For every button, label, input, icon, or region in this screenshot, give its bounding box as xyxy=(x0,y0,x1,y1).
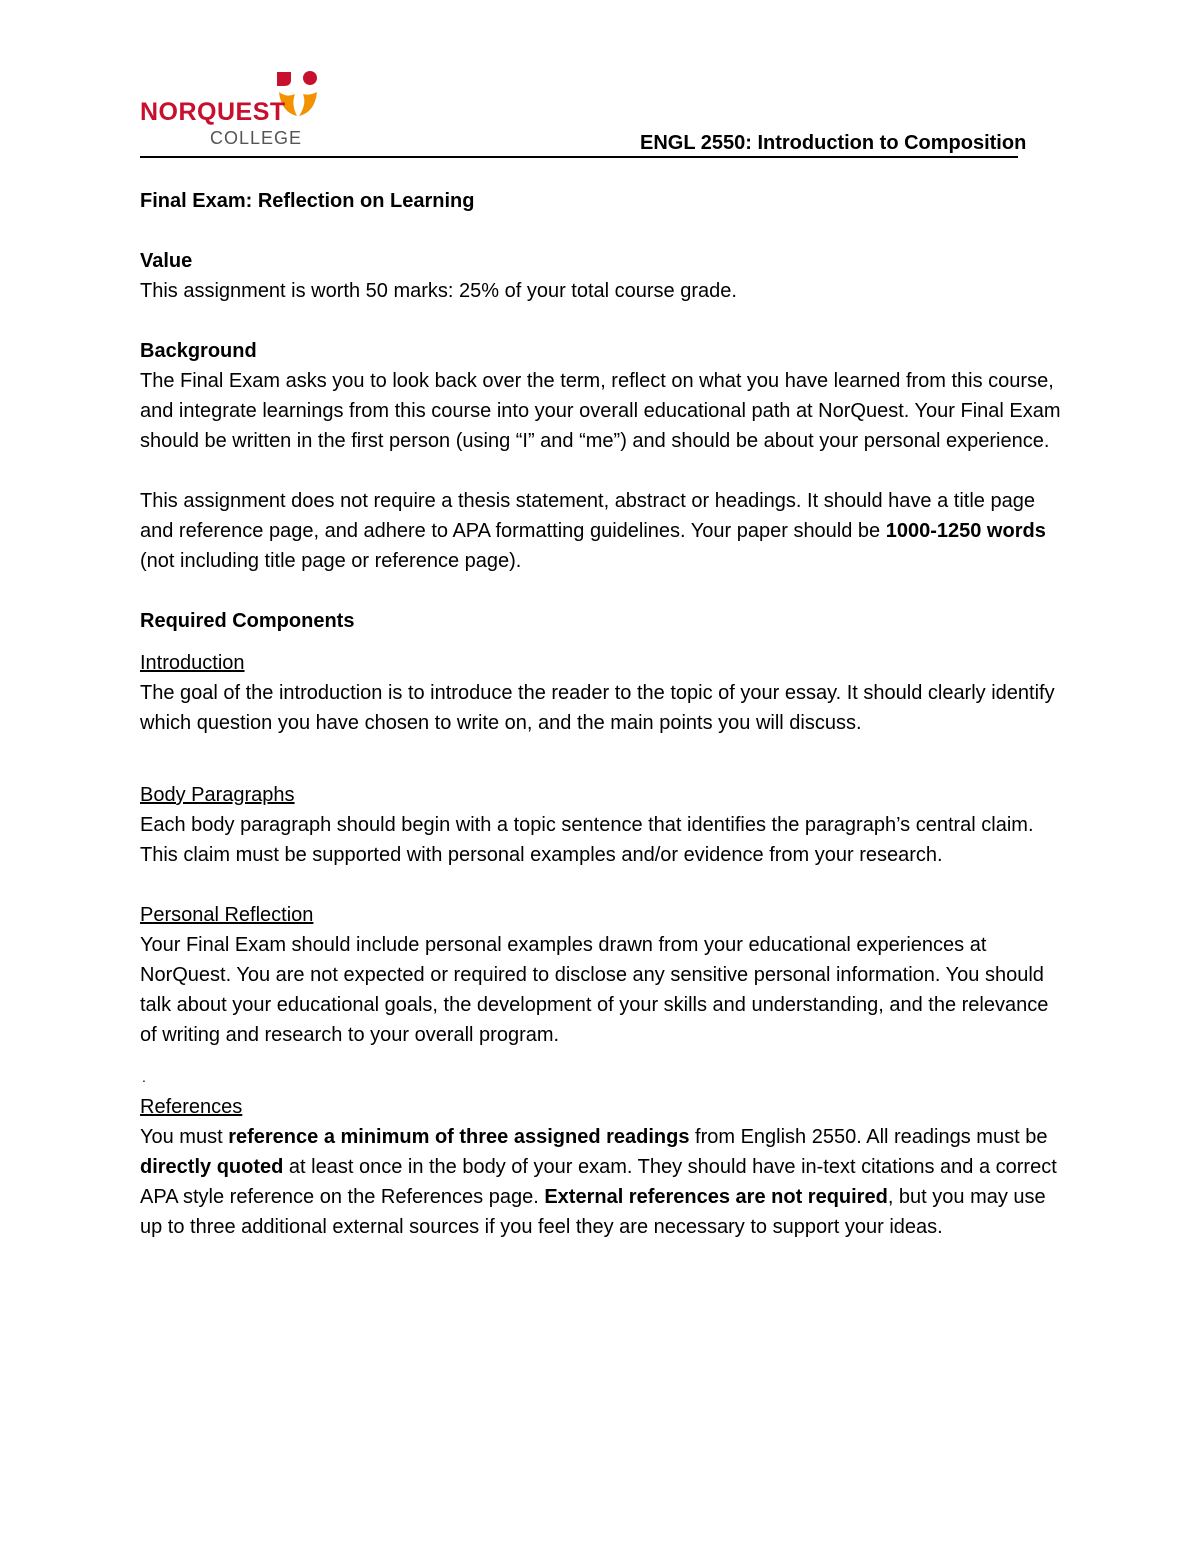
value-text: This assignment is worth 50 marks: 25% of your total course grade. xyxy=(140,280,737,302)
background-heading: Background xyxy=(140,340,257,362)
required-components-heading: Required Components xyxy=(140,610,355,632)
value-heading: Value xyxy=(140,250,193,272)
document-body xyxy=(140,186,1065,1242)
personal-reflection-text: Your Final Exam should include personal examples drawn from your educational experiences at NorQuest. You are not expected or required to disclose any sensitive personal information. You should talk about your educational goals, the development of your skills and understanding, and the relevance of writing and research to your overall program. xyxy=(140,934,1049,1046)
background-paragraph-2: This assignment does not require a thesis statement, abstract or headings. It should have a title page and reference page, and adhere to APA formatting guidelines. Your paper should be 1000-1250 words (not including title page or reference page). xyxy=(140,490,1046,572)
references-text: You must reference a minimum of three assigned readings from English 2550. All readings must be directly quoted at least once in the body of your exam. They should have in-text citations and a correct APA style reference on the References page. External references are not required, but you may use up to three additional external sources if you feel they are necessary to support your ideas. xyxy=(140,1126,1057,1238)
references-heading: References xyxy=(140,1096,243,1118)
document-title: Final Exam: Reflection on Learning xyxy=(140,190,475,212)
introduction-text: The goal of the introduction is to introduce the reader to the topic of your essay. It should clearly identify which question you have chosen to write on, and the main points you will discuss. xyxy=(140,682,1055,734)
logo-subtitle: COLLEGE xyxy=(210,128,303,148)
body-paragraphs-text: Each body paragraph should begin with a topic sentence that identifies the paragraph’s central claim. This claim must be supported with personal examples and/or evidence from your research. xyxy=(140,814,1034,866)
norquest-logo xyxy=(140,68,330,150)
stray-dot: . xyxy=(142,1069,146,1085)
header-divider xyxy=(140,156,1018,158)
introduction-heading: Introduction xyxy=(140,652,245,674)
personal-reflection-heading: Personal Reflection xyxy=(140,904,314,926)
course-title: ENGL 2550: Introduction to Composition xyxy=(640,132,1027,154)
body-paragraphs-heading: Body Paragraphs xyxy=(140,784,295,806)
logo-wordmark: NORQUEST xyxy=(140,98,286,126)
word-count: 1000-1250 words xyxy=(885,520,1046,542)
background-paragraph-1: The Final Exam asks you to look back over the term, reflect on what you have learned from this course, and integrate learnings from this course into your overall educational path at NorQuest. Your Final Exam should be written in the first person (using “I” and “me”) and should be about your personal experience. xyxy=(140,370,1061,452)
